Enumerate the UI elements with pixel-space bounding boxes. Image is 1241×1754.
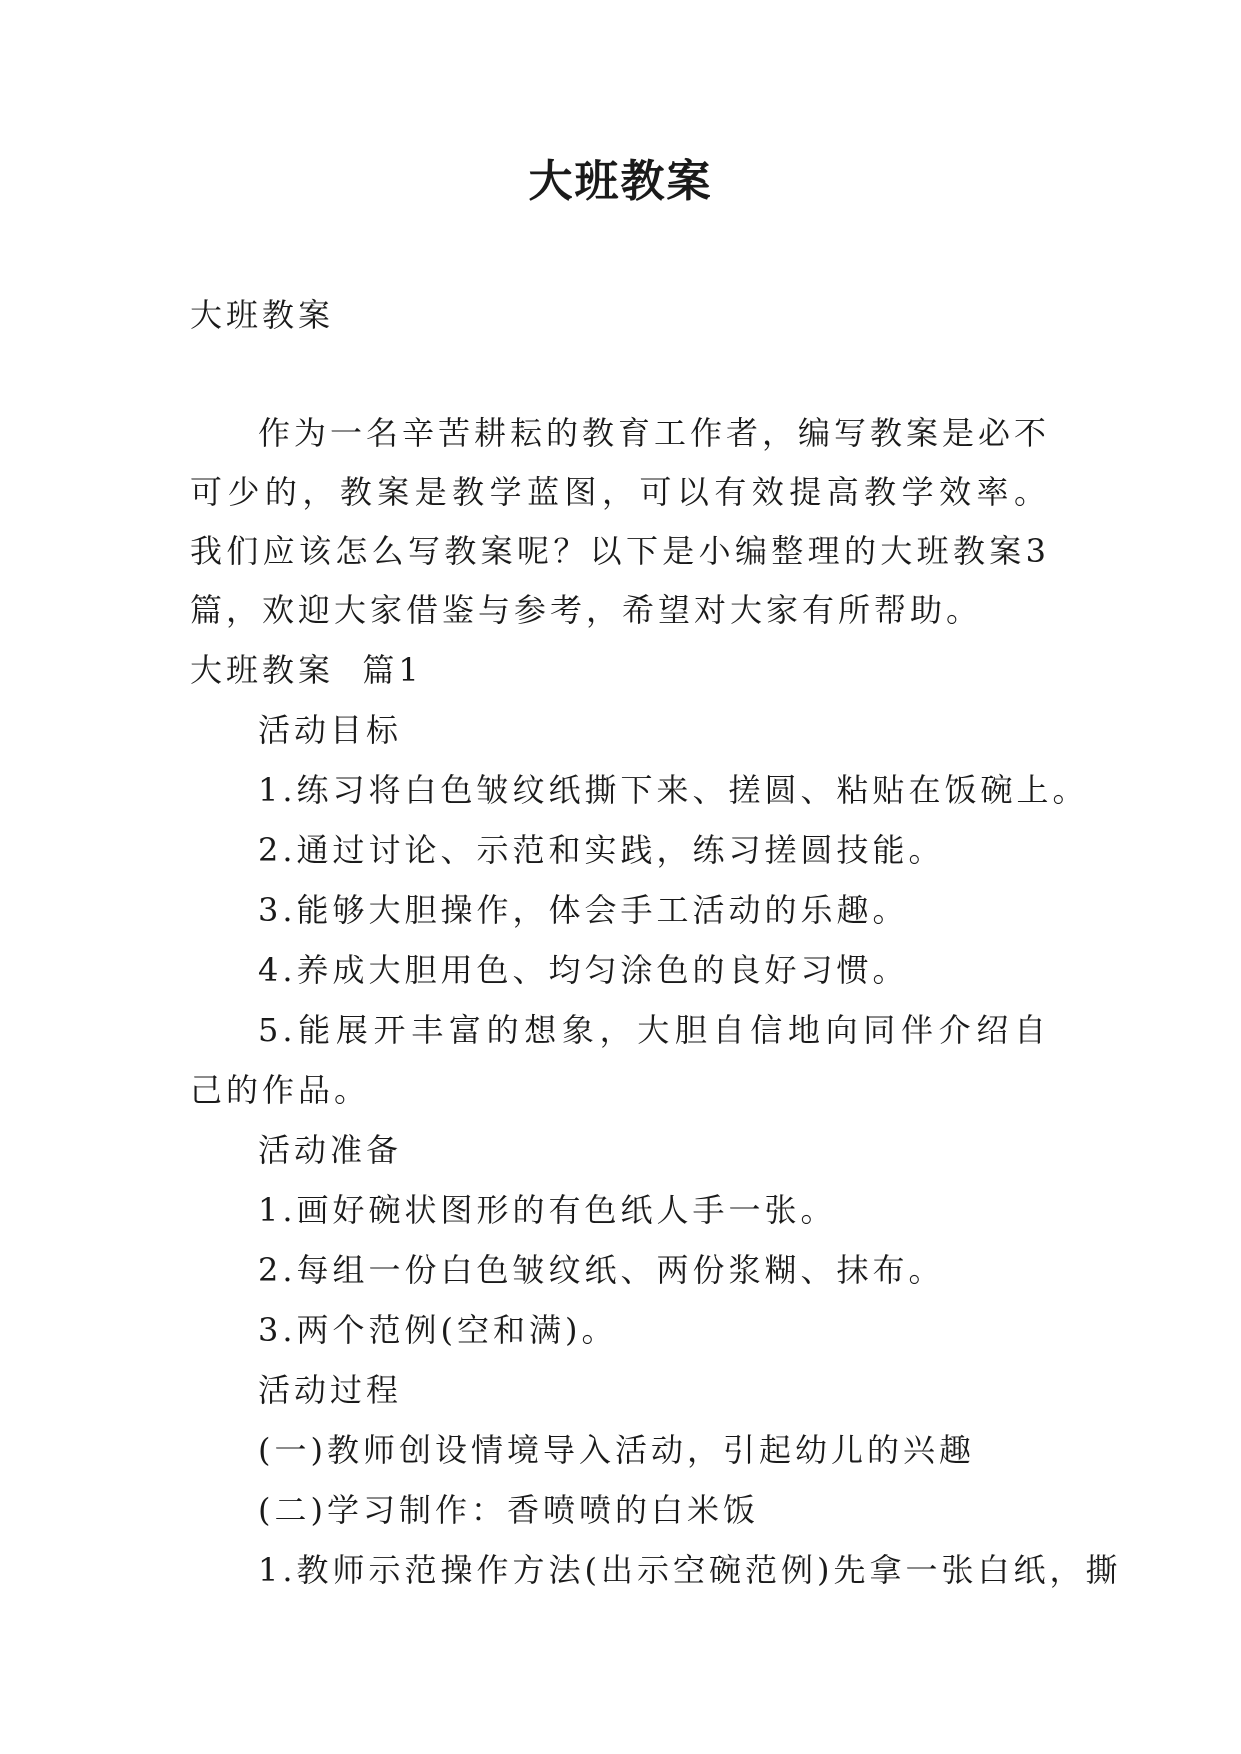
- goal-item: 4.养成大胆用色、均匀涂色的良好习惯。: [258, 951, 909, 989]
- process-item: 1.教师示范操作方法(出示空碗范例)先拿一张白纸，撕: [258, 1551, 1122, 1589]
- intro-paragraph: 作为一名辛苦耕耘的教育工作者，编写教案是必不可少的，教案是教学蓝图，可以有效提高教学效率。我们应该怎么写教案呢？以下是小编整理的大班教案3篇，欢迎大家借鉴与参考，希望对大家有所帮助。: [190, 414, 1051, 629]
- process-item: (一)教师创设情境导入活动，引起幼儿的兴趣: [258, 1431, 975, 1469]
- prep-item: 3.两个范例(空和满)。: [258, 1311, 618, 1349]
- process-item: (二)学习制作：香喷喷的白米饭: [258, 1491, 759, 1529]
- goal-item: 3.能够大胆操作，体会手工活动的乐趣。: [258, 891, 909, 929]
- document-title: 大班教案: [528, 156, 713, 207]
- process-heading: 活动过程: [258, 1371, 403, 1409]
- goals-heading: 活动目标: [258, 711, 403, 749]
- goal-item: 2.通过讨论、示范和实践，练习搓圆技能。: [258, 831, 945, 869]
- section-heading: 大班教案 篇1: [190, 651, 423, 689]
- goal-item: 5.能展开丰富的想象，大胆自信地向同伴介绍自己的作品。: [190, 1011, 1050, 1109]
- prep-item: 2.每组一份白色皱纹纸、两份浆糊、抹布。: [258, 1251, 945, 1289]
- prep-heading: 活动准备: [258, 1131, 403, 1169]
- document-subtitle: 大班教案: [190, 296, 335, 334]
- goal-item: 1.练习将白色皱纹纸撕下来、搓圆、粘贴在饭碗上。: [258, 771, 1089, 809]
- document-body: [190, 404, 1122, 1600]
- prep-item: 1.画好碗状图形的有色纸人手一张。: [258, 1191, 837, 1229]
